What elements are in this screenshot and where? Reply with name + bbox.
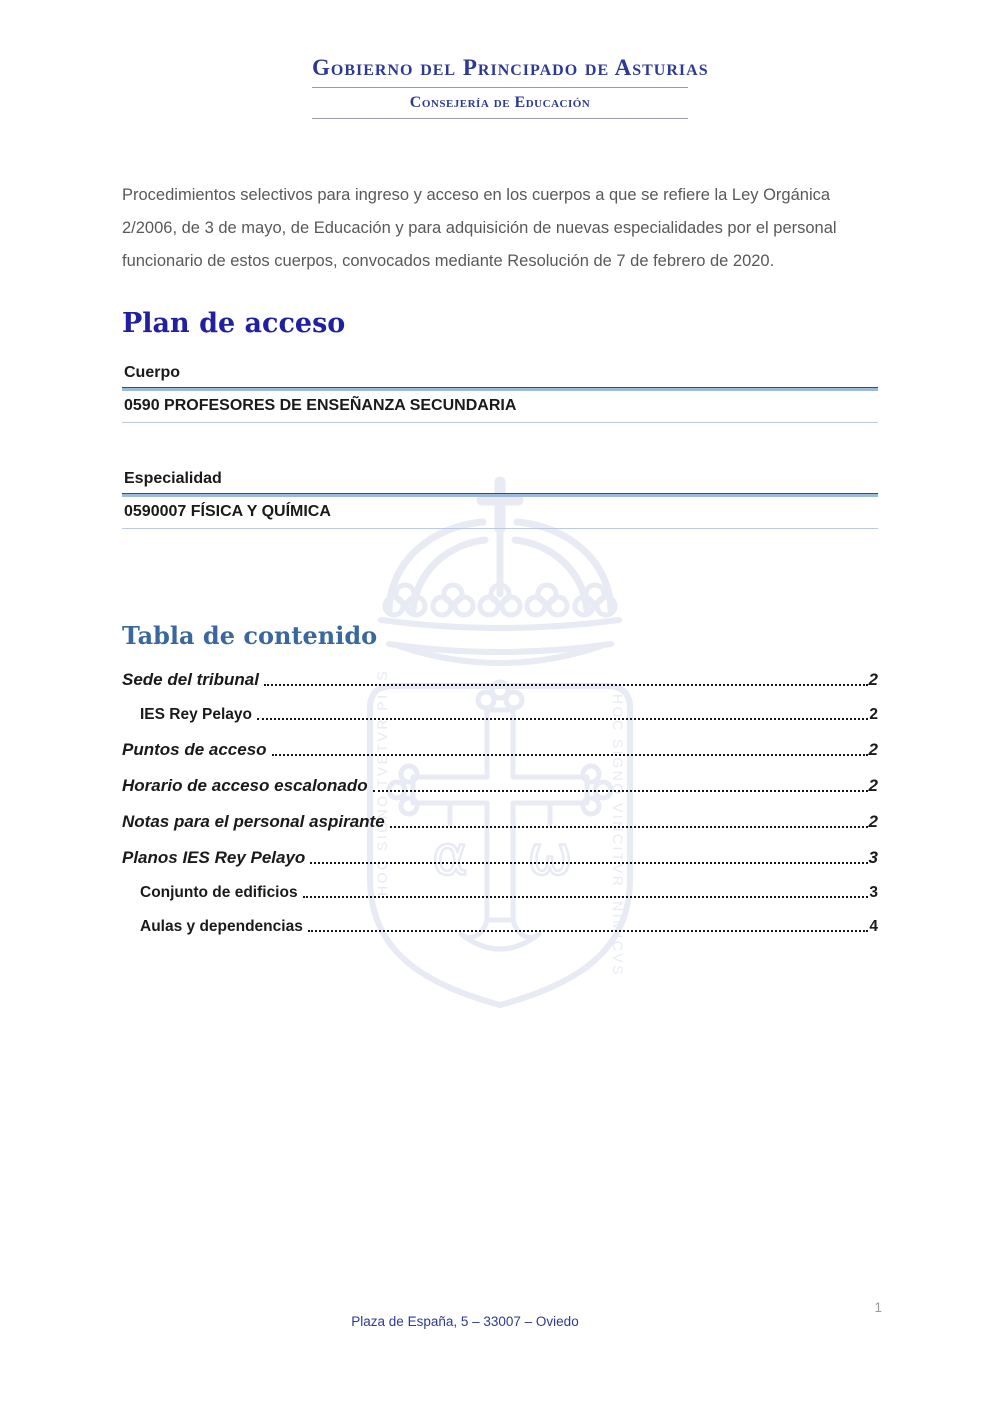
toc-page-number: 2: [868, 812, 878, 831]
toc-page-number: 2: [869, 706, 878, 723]
toc-entry-horario-de-acceso[interactable]: [122, 776, 878, 796]
toc-entry-label: Aulas y dependencias: [140, 918, 303, 935]
toc-entry-notas-personal-aspirante[interactable]: [122, 812, 878, 832]
table-of-contents: [122, 670, 878, 936]
cuerpo-label: Cuerpo: [124, 364, 180, 381]
alpha-glyph: α: [432, 824, 468, 887]
toc-leader-dots: [373, 790, 868, 792]
toc-entry-label: Conjunto de edificios: [140, 884, 298, 901]
toc-entry-conjunto-de-edificios[interactable]: [140, 884, 878, 902]
cuerpo-value: 0590 PROFESORES DE ENSEÑANZA SECUNDARIA: [124, 397, 517, 414]
footer-address: Plaza de España, 5 – 33007 – Oviedo: [351, 1314, 579, 1329]
toc-leader-dots: [310, 862, 867, 864]
intro-paragraph: Procedimientos selectivos para ingreso y acceso en los cuerpos a que se refiere la Ley Orgánica 2/2006, de 3 de mayo, de Educación y para adquisición de nuevas especialidades por el personal funcionario de estos cuerpos, convocados mediante Resolución de 7 de febrero de 2020.: [122, 186, 837, 270]
toc-leader-dots: [272, 754, 868, 756]
toc-entry-sede-del-tribunal[interactable]: [122, 670, 878, 690]
especialidad-table: [122, 470, 878, 529]
toc-leader-dots: [390, 826, 868, 828]
toc-page-number: 2: [868, 670, 878, 689]
cuerpo-bottom-rule: [122, 422, 878, 423]
toc-entry-puntos-de-acceso[interactable]: [122, 740, 878, 760]
toc-entry-label: Sede del tribunal: [122, 670, 259, 689]
watermark-right-motto: HOC SIGNO VINCITVR INIMICVS: [610, 694, 626, 977]
toc-entry-planos-ies-rey-pelayo[interactable]: [122, 848, 878, 868]
toc-entry-label: Notas para el personal aspirante: [122, 812, 385, 831]
especialidad-bottom-rule: [122, 528, 878, 529]
document-body: [122, 179, 878, 936]
government-name: Gobierno del Principado de Asturias: [312, 55, 709, 80]
toc-entry-label: Planos IES Rey Pelayo: [122, 848, 306, 867]
toc-entry-label: IES Rey Pelayo: [140, 706, 253, 723]
omega-glyph: ω: [527, 824, 573, 887]
watermark-left-motto: HOC SIGNO TVETVR PIVS: [374, 668, 390, 896]
toc-leader-dots: [308, 930, 869, 932]
toc-title: Tabla de contenido: [122, 621, 378, 650]
plan-title: Plan de acceso: [122, 308, 346, 339]
cuerpo-table: [122, 364, 878, 423]
toc-leader-dots: [264, 684, 868, 686]
toc-page-number: 2: [868, 776, 878, 795]
page-number: 1: [874, 1300, 882, 1315]
toc-entry-label: Horario de acceso escalonado: [122, 776, 368, 795]
toc-leader-dots: [303, 896, 869, 898]
toc-page-number: 3: [869, 884, 878, 901]
toc-entry-label: Puntos de acceso: [122, 740, 267, 759]
toc-page-number: 2: [868, 740, 878, 759]
especialidad-label: Especialidad: [124, 470, 222, 487]
toc-page-number: 3: [868, 848, 878, 867]
letterhead-divider-top: [312, 87, 688, 88]
especialidad-value: 0590007 FÍSICA Y QUÍMICA: [124, 503, 331, 520]
toc-entry-aulas-y-dependencias[interactable]: [140, 918, 878, 936]
toc-entry-ies-rey-pelayo[interactable]: [140, 706, 878, 724]
government-letterhead: [312, 55, 709, 119]
toc-leader-dots: [257, 718, 868, 720]
department-name: Consejería de Educación: [409, 94, 591, 111]
letterhead-divider-bottom: [312, 118, 688, 119]
toc-page-number: 4: [869, 918, 878, 935]
